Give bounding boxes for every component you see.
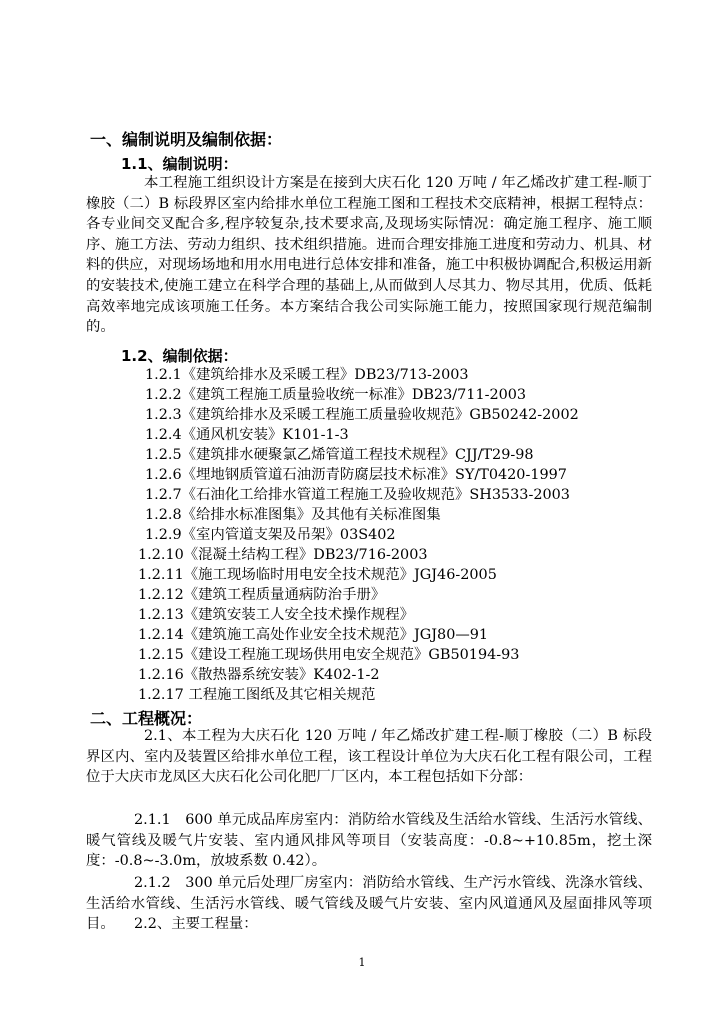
reference-item: 1.2.10《混凝土结构工程》DB23/716-2003: [138, 547, 428, 563]
unit-300-paragraph: 2.1.2 300 单元后处理厂房室内：消防给水管线、生产污水管线、洗涤水管线、生活给水管线、生活污水管线、暖气管线及暖气片安装、室内风道通风及屋面排风等项目。: [86, 875, 652, 933]
unit-600-paragraph: 2.1.1 600 单元成品库房室内：消防给水管线及生活给水管线、生活污水管线、暖气管线及暖气片安装、室内通风排风等项目（安装高度：-0.8~+10.85m，挖土深度：-0.8~-3.0m，放坡系数 0.42）。: [86, 812, 652, 870]
reference-item: 1.2.17 工程施工图纸及其它相关规范: [138, 687, 376, 703]
subsection-1-2-heading: 1.2、编制依据：: [121, 347, 238, 365]
compilation-description-paragraph: 本工程施工组织设计方案是在接到大庆石化 120 万吨 / 年乙烯改扩建工程-顺丁橡胶（二）B 标段界区室内给排水单位工程施工图和工程技术交底精神，根据工程特点：各专业间交叉配合多,程序较复杂,技术要求高,及现场实际情况：确定施工程序、施工顺序、施工方法、劳动力组织、技术组织措施。进而合理安排施工进度和劳动力、机具、材料的供应，对现场场地和用水用电进行总体安排和准备，施工中积极协调配合,积极运用新的安装技术,使施工建立在科学合理的基础上,从而做到人尽其力、物尽其用，优质、低耗高效率地完成该项施工任务。本方案结合我公司实际施工能力，按照国家现行规范编制的。: [86, 175, 652, 336]
page-number: 1: [358, 956, 366, 969]
subsection-1-1-heading: 1.1、编制说明：: [121, 155, 238, 173]
reference-item: 1.2.5《建筑排水硬聚氯乙烯管道工程技术规程》CJJ/T29-98: [145, 447, 534, 463]
section-1-heading: 一、编制说明及编制依据：: [90, 130, 283, 149]
reference-item: 1.2.6《埋地钢质管道石油沥青防腐层技术标准》SY/T0420-1997: [145, 467, 567, 483]
main-quantities-heading: 2.2、主要工程量：: [134, 916, 258, 932]
reference-item: 1.2.12《建筑工程质量通病防治手册》: [138, 587, 386, 603]
reference-item: 1.2.16《散热器系统安装》K402-1-2: [138, 667, 380, 683]
section-2-heading: 二、工程概况：: [90, 709, 203, 728]
reference-item: 1.2.7《石油化工给排水管道工程施工及验收规范》SH3533-2003: [145, 487, 570, 503]
reference-item: 1.2.13《建筑安装工人安全技术操作规程》: [138, 607, 415, 623]
project-overview-paragraph: 2.1、本工程为大庆石化 120 万吨 / 年乙烯改扩建工程-顺丁橡胶（二）B 标段界区内、室内及装置区给排水单位工程，该工程设计单位为大庆石化工程有限公司，工程位于大庆市龙凤区大庆石化公司化肥厂厂区内，本工程包括如下分部：: [86, 728, 652, 786]
reference-item: 1.2.2《建筑工程施工质量验收统一标准》DB23/711-2003: [145, 387, 527, 403]
reference-item: 1.2.15《建设工程施工现场供用电安全规范》GB50194-93: [138, 647, 520, 663]
reference-item: 1.2.11《施工现场临时用电安全技术规范》JGJ46-2005: [138, 567, 497, 583]
reference-item: 1.2.3《建筑给排水及采暖工程施工质量验收规范》GB50242-2002: [145, 407, 579, 423]
reference-item: 1.2.9《室内管道支架及吊架》03S402: [145, 527, 396, 543]
reference-item: 1.2.4《通风机安装》K101-1-3: [145, 427, 349, 443]
reference-item: 1.2.8《给排水标准图集》及其他有关标准图集: [145, 507, 441, 523]
reference-item: 1.2.1《建筑给排水及采暖工程》DB23/713-2003: [145, 367, 469, 383]
reference-item: 1.2.14《建筑施工高处作业安全技术规范》JGJ80—91: [138, 627, 489, 643]
